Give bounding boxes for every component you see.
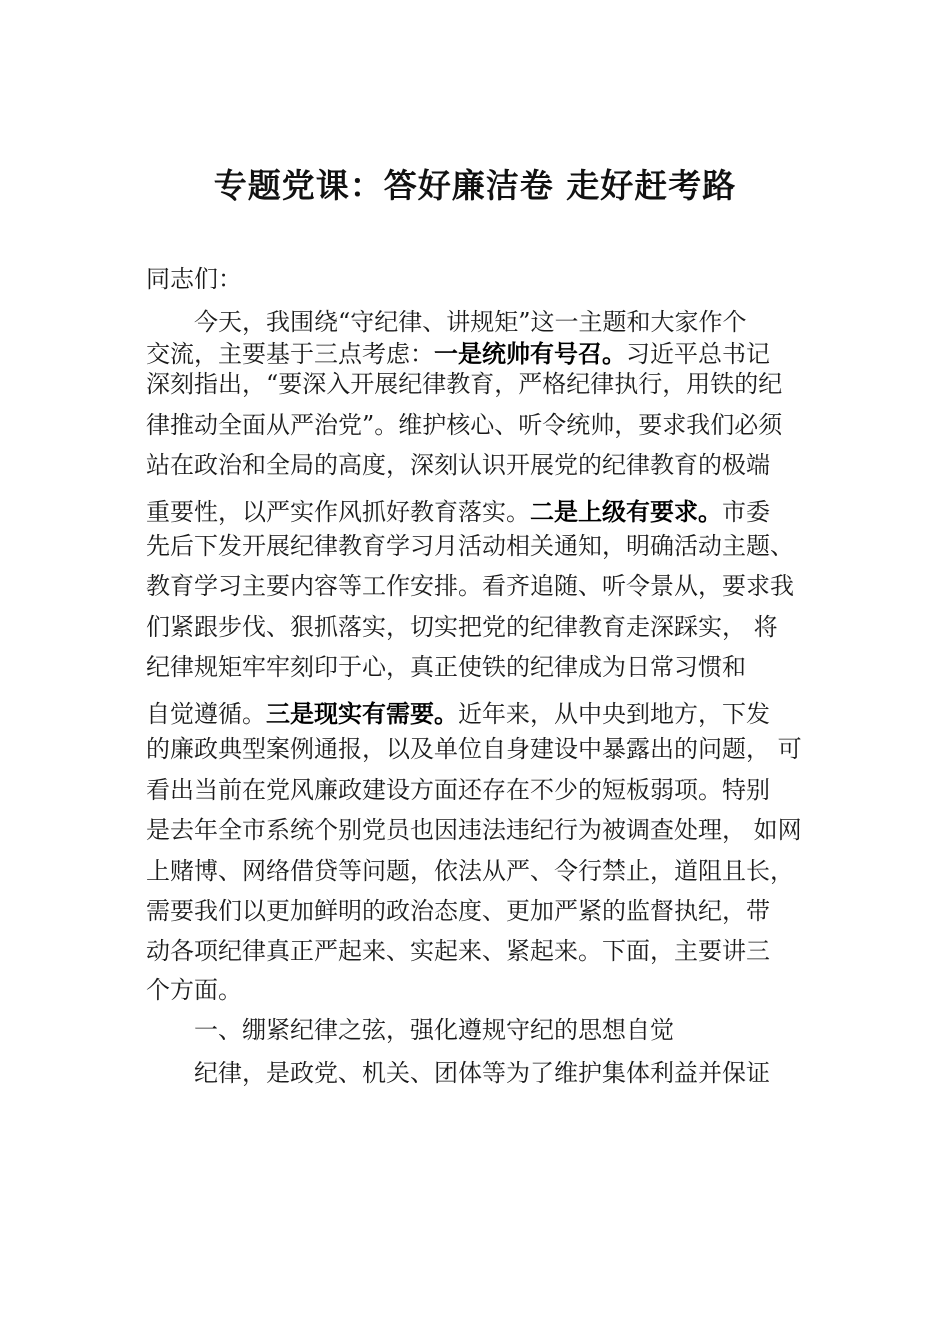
salutation: 同志们： [146,265,242,293]
paragraph-line [146,497,770,527]
paragraph-line: 个方面。 [146,976,242,1004]
paragraph-line: 站在政治和全局的高度，深刻认识开展党的纪律教育的极端 [146,451,770,479]
paragraph-line: 动各项纪律真正严起来、实起来、紧起来。下面，主要讲三 [146,937,770,965]
paragraph-line [146,339,770,369]
paragraph-line: 是去年全市系统个别党员也因违法违纪行为被调查处理， 如网 [146,816,802,844]
text-run: 近年来，从中央到地方，下发 [458,700,770,728]
paragraph-line: 需要我们以更加鲜明的政治态度、更加严紧的监督执纪，带 [146,897,770,925]
paragraph-line: 的廉政典型案例通报，以及单位自身建设中暴露出的问题， 可 [146,735,802,763]
paragraph-line: 今天，我围绕“守纪律、讲规矩”这一主题和大家作个 [194,308,747,336]
paragraph-line: 纪律规矩牢牢刻印于心，真正使铁的纪律成为日常习惯和 [146,653,746,681]
text-run: 重要性，以严实作风抓好教育落实。 [146,498,530,526]
page-title: 专题党课：答好廉洁卷 走好赶考路 [213,166,737,205]
text-run: 习近平总书记 [626,340,770,368]
point-two-bold: 二是上级有要求。 [530,498,722,526]
paragraph-line: 看出当前在党风廉政建设方面还存在不少的短板弱项。特别 [146,776,770,804]
text-run: 市委 [722,498,770,526]
paragraph-line: 教育学习主要内容等工作安排。看齐追随、听令景从，要求我 [146,572,794,600]
paragraph-line: 们紧跟步伐、狠抓落实，切实把党的纪律教育走深踩实， 将 [146,613,778,641]
point-three-bold: 三是现实有需要。 [266,700,458,728]
point-one-bold: 一是统帅有号召。 [434,340,626,368]
paragraph-line [146,699,770,729]
paragraph-line: 先后下发开展纪律教育学习月活动相关通知，明确活动主题、 [146,532,794,560]
paragraph-line: 上赌博、网络借贷等问题，依法从严、令行禁止，道阻且长， [146,857,794,885]
paragraph-line: 律推动全面从严治党”。维护核心、听令统帅，要求我们必须 [146,411,783,439]
paragraph-line: 深刻指出，“要深入开展纪律教育，严格纪律执行，用铁的纪 [146,370,783,398]
paragraph-line: 纪律，是政党、机关、团体等为了维护集体利益并保证 [194,1059,770,1087]
text-run: 自觉遵循。 [146,700,266,728]
section-heading: 一、绷紧纪律之弦，强化遵规守纪的思想自觉 [194,1016,674,1044]
text-run: 交流，主要基于三点考虑： [146,340,434,368]
